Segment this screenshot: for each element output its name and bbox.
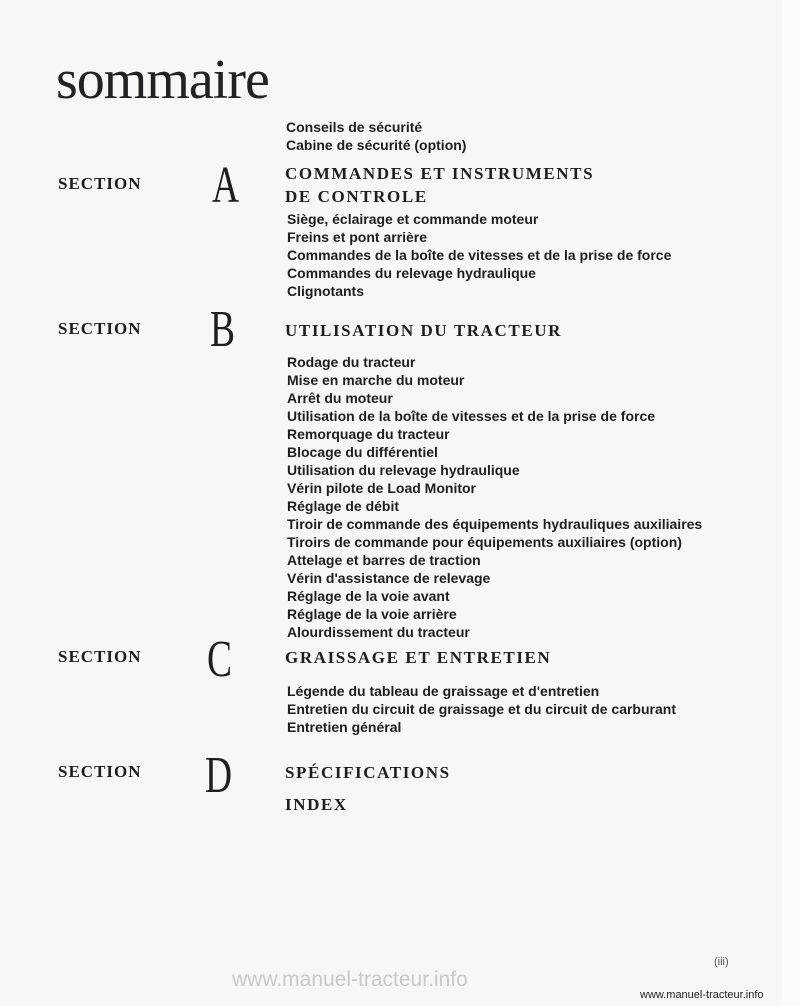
section-item: Attelage et barres de traction [287, 552, 481, 568]
section-heading [285, 162, 594, 208]
section-heading-line: INDEX [285, 795, 348, 814]
section-heading [285, 646, 551, 669]
section-item: Tiroir de commande des équipements hydrauliques auxiliaires [287, 516, 703, 532]
section-item: Vérin d'assistance de relevage [287, 570, 491, 586]
section-item: Clignotants [287, 283, 364, 299]
section-item: Tiroirs de commande pour équipements auxiliaires (option) [287, 534, 682, 550]
section-item: Freins et pont arrière [287, 229, 428, 245]
section-letter: D [205, 747, 233, 804]
section-letter: A [212, 157, 240, 214]
section-item: Commandes du relevage hydraulique [287, 265, 536, 281]
section-heading-line: SPÉCIFICATIONS [285, 763, 451, 782]
section-item: Mise en marche du moteur [287, 372, 465, 388]
section-item: Vérin pilote de Load Monitor [287, 480, 476, 496]
section-heading [285, 761, 451, 816]
section-label: SECTION [58, 319, 142, 338]
intro-item: Conseils de sécurité [286, 119, 423, 135]
section-heading [285, 319, 562, 342]
section-item: Réglage de débit [287, 498, 400, 514]
section-heading-line: UTILISATION DU TRACTEUR [285, 321, 563, 340]
intro-list [286, 118, 466, 154]
section-heading-line: COMMANDES ET INSTRUMENTS [285, 164, 595, 183]
section-item: Remorquage du tracteur [287, 426, 450, 442]
section-label: SECTION [58, 647, 142, 666]
section-heading-line: GRAISSAGE ET ENTRETIEN [285, 648, 552, 667]
section-item: Utilisation de la boîte de vitesses et de la prise de force [287, 408, 656, 424]
watermark-text: www.manuel-tracteur.info [232, 968, 468, 991]
page-number: (iii) [714, 956, 729, 968]
section-item: Légende du tableau de graissage et d'entretien [287, 683, 600, 699]
section-item: Blocage du différentiel [287, 444, 438, 460]
section-letter: B [210, 301, 235, 358]
section-item: Entretien général [287, 719, 402, 735]
section-item: Alourdissement du tracteur [287, 624, 470, 640]
section-item: Commandes de la boîte de vitesses et de la prise de force [287, 247, 672, 263]
section-item: Réglage de la voie avant [287, 588, 450, 604]
section-item: Siège, éclairage et commande moteur [287, 211, 539, 227]
watermark-link-text: www.manuel-tracteur.info [640, 989, 764, 1001]
page-title: sommaire [56, 49, 269, 111]
intro-item: Cabine de sécurité (option) [286, 137, 467, 153]
section-item: Entretien du circuit de graissage et du circuit de carburant [287, 701, 676, 717]
section-heading-line: DE CONTROLE [285, 187, 428, 206]
section-label: SECTION [58, 762, 142, 781]
section-item: Arrêt du moteur [287, 390, 393, 406]
section-item: Rodage du tracteur [287, 354, 416, 370]
section-items [287, 682, 676, 736]
section-item: Utilisation du relevage hydraulique [287, 462, 520, 478]
section-item: Réglage de la voie arrière [287, 606, 457, 622]
section-items [287, 210, 671, 300]
section-letter: C [207, 631, 232, 688]
section-items [287, 353, 702, 641]
page-edge [782, 0, 800, 1006]
section-label: SECTION [58, 174, 142, 193]
